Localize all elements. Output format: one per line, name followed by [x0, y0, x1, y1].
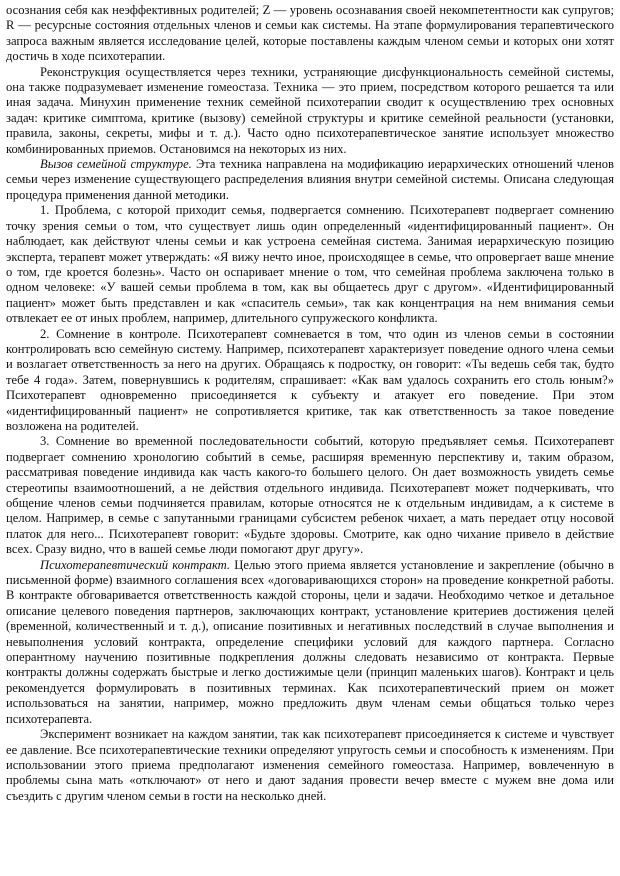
paragraph-8-text: Эксперимент возникает на каждом занятии, так как психотерапевт присоединяется к системе и чувствует ее давление. Все психотерапевтические техники определяют упругость семьи и способность к изменениям. При использовании этого приема предполагают изменения семейного гомеостаза. Например, вовлеченную в проблемы сына мать «отключают» от него и дают задания провести вечер вместе с мужем вне дома или съездить с другим членом семьи в гости на несколько дней.: [6, 727, 614, 803]
paragraph-2: [6, 65, 614, 157]
paragraph-8: [6, 727, 614, 804]
section-title-family-structure-challenge: Вызов семейной структуре.: [40, 157, 192, 172]
paragraph-7: [6, 558, 614, 727]
paragraph-6: [6, 434, 614, 557]
paragraph-5-text: 2. Сомнение в контроле. Психотерапевт сомневается в том, что один из членов семьи в состоянии контролировать всю семейную систему. Например, психотерапевт характеризует поведение одного члена семьи и возлагает ответственность за него на других. Обращаясь к подростку, он говорит: «Ты ведешь себя так, будто тебе 4 года». Затем, повернувшись к родителям, спрашивает: «Как вам удалось сохранить его столь юным?» Психотерапевт одновременно присоединяется к субъекту и атакует его поведение. При этом «идентифицированный пациент» не сопротивляется критике, так как ответственность за такое поведение возложена на родителей.: [6, 326, 614, 433]
paragraph-3: [6, 157, 614, 203]
paragraph-4: [6, 203, 614, 326]
paragraph-7-text: Целью этого приема является установление и закрепление (обычно в письменной форме) взаимного соглашения всех «договаривающихся сторон» на проведение конкретной работы. В контракте обговаривается ответственность каждой стороны, цели и задачи. Необходимо четкое и детальное описание целевого поведения партнеров, заключающих контракт, установление критериев достижения целей (временной, количественный и т. д.), описание позитивных и негативных последствий в случае выполнения и невыполнения условий контракта, определение специфики условий для каждого партнера. Согласно оперантному научению позитивные подкрепления должны следовать независимо от контракта. Первые контракты должны содержать быстрые и легко достижимые цели (принцип маленьких шагов). Контракт и цель рекомендуется формулировать в позитивных терминах. Как психотерапевтический прием он может использоваться на занятии, например, можно предложить двум членам семьи общаться только через психотерапевта.: [6, 557, 615, 726]
paragraph-2-text: Реконструкция осуществляется через техники, устраняющие дисфункциональность семейной системы, она также подразумевает изменение гомеостаза. Техника — это прием, посредством которого решается та или иная задача. Минухин применение техник семейной психотерапии сводит к осуществлению трех основных задач: критике симптома, критике (вызову) семейной структуры и критике семейной реальности (установки, правила, законы, секреты, мифы и т. д.). Часто одно психотерапевтическое занятие использует множество комбинированных приемов. Остановимся на некоторых из них.: [6, 64, 614, 156]
paragraph-1-text: осознания себя как неэффективных родителей; Z — уровень осознавания своей некомпетентности как супругов; R — ресурсные состояния отдельных членов и семьи как системы. На этапе формулирования терапевтического запроса важным является исследование целей, которые поставлены каждым членом семьи и которых они хотят достичь в ходе психотерапии.: [6, 3, 614, 64]
paragraph-4-text: 1. Проблема, с которой приходит семья, подвергается сомнению. Психотерапевт подвергает сомнению точку зрения семьи о том, что существует лишь один определенный «идентифицированный пациент». Он наблюдает, как действуют члены семьи и как устроена семейная система. Занимая иерархическую позицию эксперта, терапевт может утверждать: «Я вижу нечто иное, происходящее в семье, что опровергает ваше мнение о том, где кроется болезнь». Часто он оспаривает мнение о том, что семейная проблема заключена только в одном человеке: «У вашей семьи проблема в том, как вы общаетесь друг с другом». «Идентифицированный пациент» может быть представлен и как «спаситель семьи», так как концентрация на нем внимания семьи отвлекает ее от иных проблем, например, длительного супружеского конфликта.: [6, 203, 614, 326]
paragraph-3-text: Эта техника направлена на модификацию иерархических отношений членов семьи через изменение существующего распределения влияния внутри семейной системы. Описана следующая процедура применения данной методики.: [6, 157, 614, 202]
paragraph-6-text: 3. Сомнение во временной последовательности событий, которую предъявляет семья. Психотерапевт подвергает сомнению хронологию событий в семье, расширяя временную перспективу и, таким образом, рассматривая поведение индивида как часть какого-то большего целого. Он дает возможность увидеть семье стереотипы взаимоотношений, а не действия отдельного индивида. Психотерапевт может подчеркивать, что общение членов семьи подчиняется правилам, которые относятся не к отдельным индивидам, а к системе в целом. Например, в семье с запутанными границами субсистем ребенок чихает, а мать передает отцу носовой платок для него... Психотерапевт говорит: «Будьте здоровы. Смотрите, как одно чихание привело в действие всех. Сразу видно, что в вашей семье люди помогают друг другу».: [6, 434, 614, 557]
section-title-therapeutic-contract: Психотерапевтический контракт.: [40, 557, 231, 572]
paragraph-1: [6, 3, 614, 65]
paragraph-5: [6, 327, 614, 435]
